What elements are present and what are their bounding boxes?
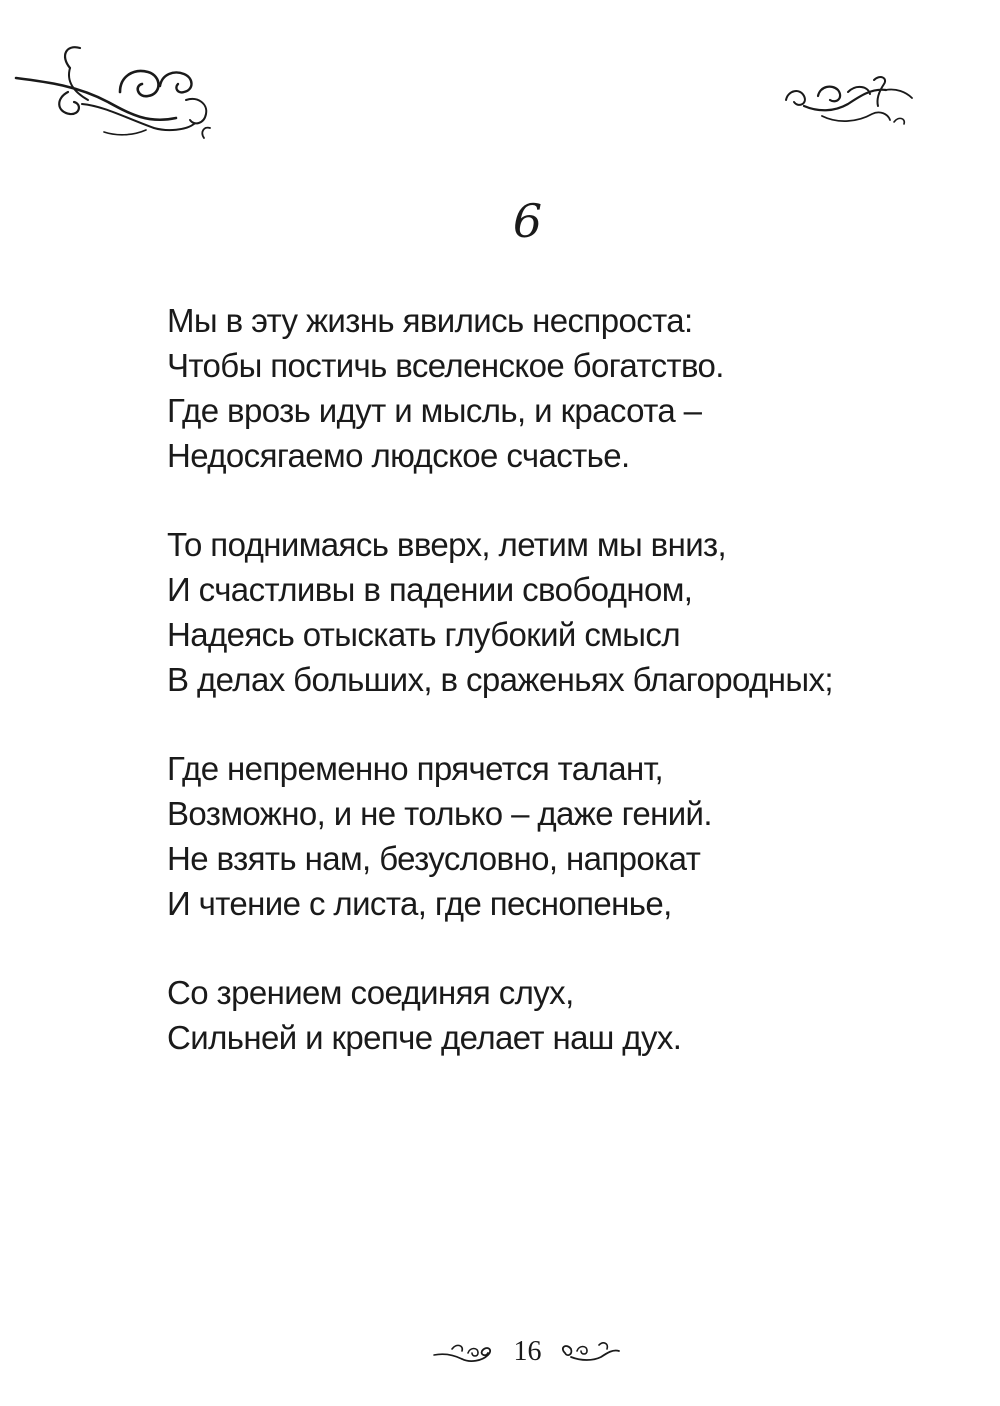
poem-line: И счастливы в падении свободном, [167,571,693,608]
stanza [167,522,927,702]
poem-line: В делах больших, в сраженьях благородных; [167,661,833,698]
poem-line: Не взять нам, безусловно, напрокат [167,840,701,877]
flourish-ornament-icon [432,1339,498,1367]
poem-line: Где врозь идут и мысль, и красота – [167,392,702,429]
poem-number: 6 [512,194,543,248]
poem-line: Недосягаемо людское счастье. [167,437,630,474]
flourish-ornament-icon [555,1339,621,1367]
poem-line: То поднимаясь вверх, летим мы вниз, [167,526,727,563]
poem-line: Возможно, и не только – даже гений. [167,795,712,832]
poem-line: Со зрением соединяя слух, [167,974,574,1011]
page-number: 16 [513,1336,542,1367]
flourish-ornament-icon [8,40,218,140]
poem-line: И чтение с листа, где песнопенье, [167,885,672,922]
flourish-ornament-icon [782,72,914,130]
poem-line: Где непременно прячется талант, [167,750,664,787]
poem-line: Мы в эту жизнь явились неспроста: [167,302,693,339]
poem [167,298,927,1104]
poem-line: Надеясь отыскать глубокий смысл [167,616,680,653]
page-footer [0,1335,1000,1375]
stanza [167,298,927,478]
poem-line: Сильней и крепче делает наш дух. [167,1019,682,1056]
poem-line: Чтобы постичь вселенское богатство. [167,347,724,384]
stanza [167,746,927,926]
stanza [167,970,927,1060]
